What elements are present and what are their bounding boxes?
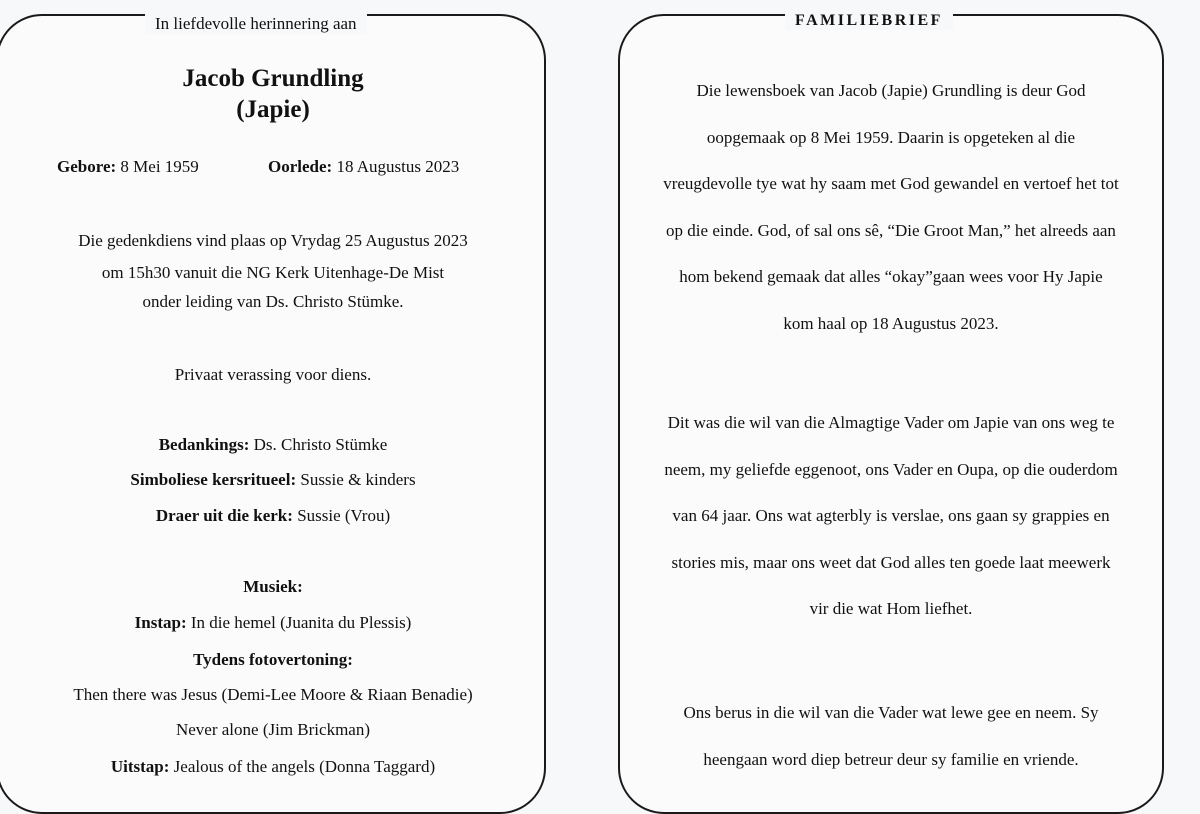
letter-line: kom haal op 18 Augustus 2023. — [783, 313, 999, 333]
cremation-note: Privaat verassing voor diens. — [174, 365, 372, 384]
letter-line: oopgemaak op 8 Mei 1959. Daarin is opgeteken al die — [706, 127, 1076, 147]
born-value: 8 Mei 1959 — [120, 157, 199, 176]
slideshow-song: Then there was Jesus (Demi-Lee Moore & Riaan Benadie) — [73, 685, 473, 704]
role-label: Simboliese kersritueel: — [130, 470, 297, 489]
service-line: om 15h30 vanuit die NG Kerk Uitenhage-De Mist — [101, 263, 445, 282]
death-date — [268, 157, 459, 177]
role-label: Bedankings: — [158, 435, 250, 454]
role-row — [0, 470, 546, 490]
letter-paragraph-3 — [620, 690, 1162, 783]
role-row — [0, 506, 546, 526]
born-label: Gebore: — [57, 157, 117, 176]
deceased-nickname: (Japie) — [236, 96, 310, 123]
letter-paragraph-2 — [620, 400, 1162, 633]
deceased-name: Jacob Grundling — [182, 65, 364, 92]
entry-song — [0, 613, 546, 633]
entry-value: In die hemel (Juanita du Plessis) — [190, 613, 412, 632]
memorial-intro: In liefdevolle herinnering aan — [145, 14, 367, 34]
role-value: Sussie (Vrou) — [297, 506, 391, 525]
exit-label: Uitstap: — [110, 757, 170, 776]
slideshow-heading: Tydens fotovertoning: — [193, 650, 353, 669]
role-value: Ds. Christo Stümke — [253, 435, 388, 454]
letter-line: Ons berus in die wil van die Vader wat lewe gee en neem. Sy — [683, 703, 1099, 722]
letter-line: vir die wat Hom liefhet. — [809, 599, 973, 618]
died-value: 18 Augustus 2023 — [336, 157, 460, 176]
entry-label: Instap: — [134, 613, 187, 632]
letter-line: Die lewensboek van Jacob (Japie) Grundling is deur God — [696, 81, 1086, 100]
exit-song — [0, 757, 546, 777]
letter-title: FAMILIEBRIEF — [785, 12, 953, 30]
letter-line: stories mis, maar ons weet dat God alles ten goede laat meewerk — [671, 552, 1111, 572]
role-label: Draer uit die kerk: — [155, 506, 293, 525]
service-line: Die gedenkdiens vind plaas op Vrydag 25 Augustus 2023 — [78, 231, 468, 250]
letter-paragraph-1 — [620, 68, 1162, 347]
letter-line: Dit was die wil van die Almagtige Vader om Japie van ons weg te — [667, 413, 1115, 432]
letter-line: hom bekend gemaak dat alles “okay”gaan wees voor Hy Japie — [679, 267, 1103, 286]
slideshow-song: Never alone (Jim Brickman) — [175, 720, 370, 739]
letter-line: heengaan word diep betreur deur sy familie en vriende. — [703, 749, 1079, 769]
letter-line: vreugdevolle tye wat hy saam met God gewandel en vertoef het tot — [663, 174, 1119, 193]
letter-line: neem, my geliefde eggenoot, ons Vader en Oupa, op die ouderdom — [664, 459, 1118, 479]
role-value: Sussie & kinders — [300, 470, 416, 489]
died-label: Oorlede: — [268, 157, 333, 176]
service-line: onder leiding van Ds. Christo Stümke. — [142, 292, 404, 311]
letter-line: van 64 jaar. Ons wat agterbly is verslae, ons gaan sy grappies en — [672, 506, 1110, 525]
music-heading: Musiek: — [243, 577, 303, 596]
role-row — [0, 435, 546, 455]
exit-value: Jealous of the angels (Donna Taggard) — [173, 757, 436, 776]
birth-date — [57, 157, 199, 177]
letter-line: op die einde. God, of sal ons sê, “Die Groot Man,” het alreeds aan — [666, 220, 1116, 240]
